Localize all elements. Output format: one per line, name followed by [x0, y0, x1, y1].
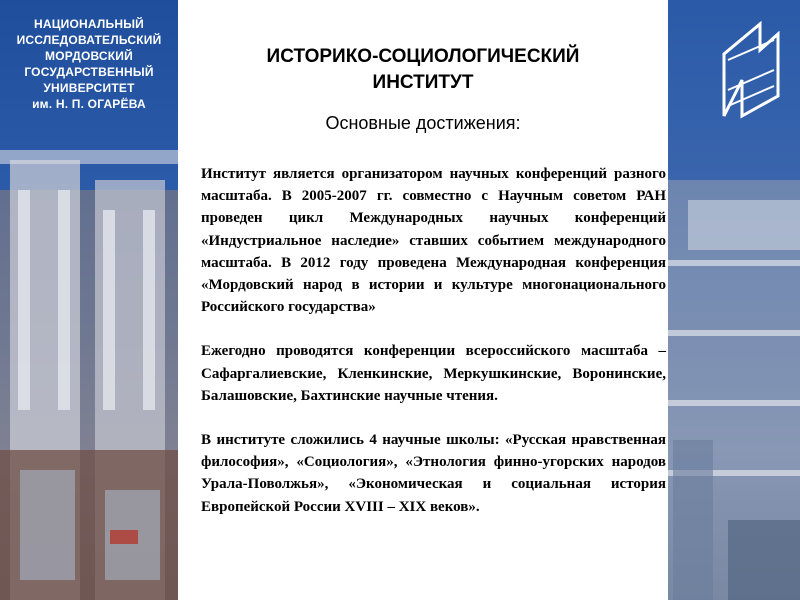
building-illustration-right	[668, 140, 800, 600]
university-name-line: НАЦИОНАЛЬНЫЙ	[33, 17, 145, 31]
university-name	[0, 16, 178, 112]
title-line-2: ИНСТИТУТ	[372, 72, 474, 93]
paragraph-conferences: Институт является организатором научных конференций разного масштаба. В 2005-2007 гг. совместно с Научным советом РАН проведен цикл Международных научных конференций «Индустриальное наследие» ставших событием международного масштаба. В 2012 году проведена Международная конференция «Мордовский народ в истории и культуре многонационального Российского государства»	[201, 166, 666, 316]
university-name-line: УНИВЕРСИТЕТ	[43, 81, 135, 95]
body-text	[201, 163, 666, 540]
university-name-line: им. Н. П. ОГАРЁВА	[32, 97, 146, 111]
section-subtitle: Основные достижения:	[325, 113, 521, 133]
main-content	[178, 0, 668, 600]
paragraph-scientific-schools: В институте сложились 4 научные школы: «Русская нравственная философия», «Социология», «Этнология финно-угорских народов Урала-Поволжья», «Экономическая и социальная история Европейской России XVIII – XIX веков».	[201, 432, 666, 515]
university-name-line: ГОСУДАРСТВЕННЫЙ	[24, 65, 154, 79]
university-logo-icon	[720, 20, 782, 120]
paragraph-annual-readings: Ежегодно проводятся конференции всероссийского масштаба – Сафаргалиевские, Кленкинские, Меркушкинские, Воронинские, Балашовские, Бахтинские научные чтения.	[201, 343, 666, 404]
building-illustration-left	[0, 150, 178, 600]
institute-title	[178, 44, 668, 96]
left-decorative-panel	[0, 0, 178, 600]
university-name-line: ИССЛЕДОВАТЕЛЬСКИЙ	[16, 33, 162, 47]
title-line-1: ИСТОРИКО-СОЦИОЛОГИЧЕСКИЙ	[266, 46, 580, 67]
university-name-line: МОРДОВСКИЙ	[45, 49, 133, 63]
